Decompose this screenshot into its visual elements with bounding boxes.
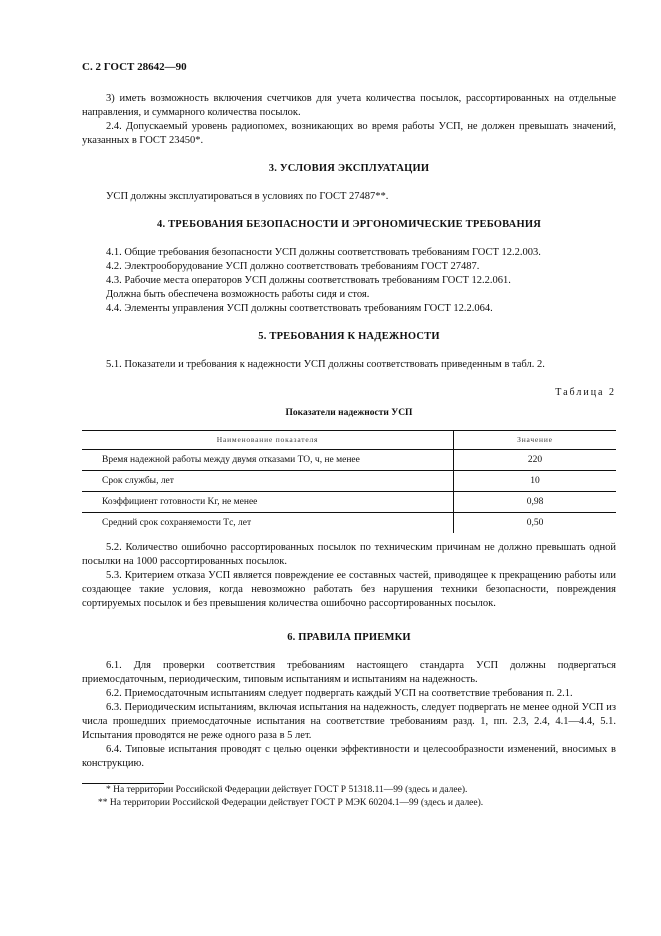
clause-6-2: 6.2. Приемосдаточным испытаниям следует подвергать каждый УСП на соответствие требования п. 2.1. — [106, 688, 573, 699]
row-value: 10 — [454, 471, 617, 492]
section-6-title: 6. ПРАВИЛА ПРИЕМКИ — [287, 632, 411, 643]
clause-2-3-item-3: 3) иметь возможность включения счетчиков для учета количества посылок, рассортированных на отдельные направления, и суммарного количества посылок. — [82, 93, 616, 118]
clause-6-1: 6.1. Для проверки соответствия требованиям настоящего стандарта УСП должны подвергаться приемосдаточным, периодическим, типовым испытаниям и испытаниям на надежность. — [82, 660, 616, 685]
section-3-text: УСП должны эксплуатироваться в условиях по ГОСТ 27487**. — [106, 191, 389, 202]
clause-4-4: 4.4. Элементы управления УСП должны соответствовать требованиям ГОСТ 12.2.064. — [106, 303, 493, 314]
table-header-row — [82, 431, 616, 450]
clause-4-2: 4.2. Электрооборудование УСП должно соответствовать требованиям ГОСТ 27487. — [106, 261, 480, 272]
table-title: Показатели надежности УСП — [285, 408, 413, 418]
footnote-1: * На территории Российской Федерации действует ГОСТ Р 51318.11—99 (здесь и далее). — [106, 785, 468, 795]
table-row — [82, 471, 616, 492]
page-header: С. 2 ГОСТ 28642—90 — [82, 61, 187, 73]
clause-5-3: 5.3. Критерием отказа УСП является повреждение ее составных частей, приводящее к прекращению работы или создающее такие условия, когда невозможно работать без нарушения техники безопасности, повреждения сортируемых посылок и без превышения количества ошибочно рассортированных посылок. — [82, 570, 616, 609]
clause-6-3: 6.3. Периодическим испытаниям, включая испытания на надежность, следует подвергать не менее одной УСП из числа прошедших приемосдаточные испытания на соответствие требованиям разд. 1, пп. 2.3, 2.4, 4.1—4.4, 5.1. Испытания проводятся не реже одного раза в 5 лет. — [82, 702, 616, 741]
row-name: Средний срок сохраняемости Tс, лет — [102, 518, 252, 528]
row-name: Время надежной работы между двумя отказами ТО, ч, не менее — [82, 450, 454, 471]
row-value: 220 — [454, 450, 617, 471]
table-row — [82, 513, 616, 534]
row-name: Коэффициент готовности Kг, не менее — [82, 492, 454, 513]
clause-5-1: 5.1. Показатели и требования к надежности УСП должны соответствовать приведенным в табл. 2. — [106, 359, 545, 370]
reliability-table — [82, 430, 616, 533]
clause-4-1: 4.1. Общие требования безопасности УСП должны соответствовать требованиям ГОСТ 12.2.003. — [106, 247, 541, 258]
clause-2-4: 2.4. Допускаемый уровень радиопомех, возникающих во время работы УСП, не должен превышать значений, указанных в ГОСТ 23450*. — [82, 121, 616, 146]
clause-4-3: 4.3. Рабочие места операторов УСП должны соответствовать требованиям ГОСТ 12.2.061. — [106, 275, 511, 286]
clause-6-4: 6.4. Типовые испытания проводят с целью оценки эффективности и целесообразности изменений, вносимых в конструкцию. — [82, 744, 616, 769]
row-value: 0,98 — [454, 492, 617, 513]
clause-4-3-cont: Должна быть обеспечена возможность работы сидя и стоя. — [106, 289, 370, 300]
section-4-title: 4. ТРЕБОВАНИЯ БЕЗОПАСНОСТИ И ЭРГОНОМИЧЕСКИЕ ТРЕБОВАНИЯ — [157, 219, 541, 230]
row-name: Срок службы, лет — [82, 471, 454, 492]
table-label: Таблица 2 — [555, 387, 616, 398]
footnote-2: ** На территории Российской Федерации действует ГОСТ Р МЭК 60204.1—99 (здесь и далее). — [98, 798, 484, 808]
clause-5-2: 5.2. Количество ошибочно рассортированных посылок по техническим причинам не должно превышать одной посылки на 1000 рассортированных посылок. — [82, 542, 616, 567]
row-value: 0,50 — [454, 513, 617, 534]
column-header-value: Значение — [454, 431, 617, 450]
table-row — [82, 492, 616, 513]
column-header-name: Наименование показателя — [82, 431, 454, 450]
table-row — [82, 450, 616, 471]
section-5-title: 5. ТРЕБОВАНИЯ К НАДЕЖНОСТИ — [258, 331, 440, 342]
section-3-title: 3. УСЛОВИЯ ЭКСПЛУАТАЦИИ — [268, 163, 430, 174]
document-page — [82, 60, 616, 810]
